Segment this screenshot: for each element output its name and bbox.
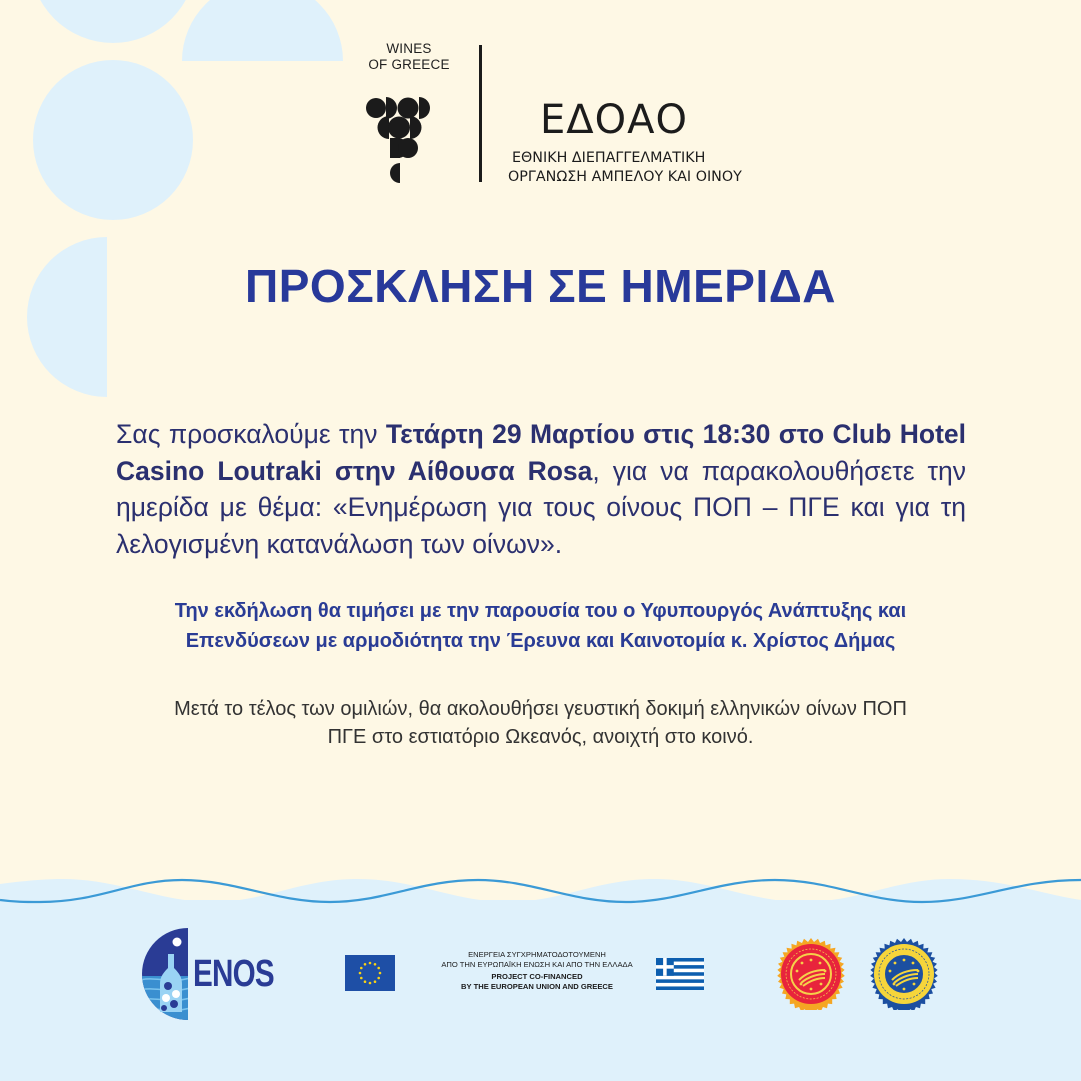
wine-bottle-icon [140, 928, 190, 1020]
wines-of-greece-line2: OF GREECE [368, 57, 450, 72]
invitation-text-start: Σας προσκαλούμε την [116, 419, 386, 449]
grape-cluster-icon [360, 94, 440, 189]
tasting-notice [60, 695, 1021, 751]
wines-of-greece-line1: WINES [386, 41, 432, 56]
funding-greek-line1: ΕΝΕΡΓΕΙΑ ΣΥΓΧΡΗΜΑΤΟΔΟΤΟΥΜΕΝΗ [468, 950, 606, 959]
invitation-event-details: Τετάρτη 29 Μαρτίου στις 18:30 στο Club Hotel Casino Loutraki στην Αίθουσα Rosa [116, 419, 966, 486]
pdo-seal-icon [775, 938, 847, 1010]
funding-greek-line2: ΑΠΟ ΤΗΝ ΕΥΡΩΠΑΪΚΗ ΕΝΩΣΗ ΚΑΙ ΑΠΟ ΤΗΝ ΕΛΛΑΔΑ [441, 960, 633, 969]
invitation-paragraph [116, 416, 966, 562]
funding-statement [402, 950, 672, 992]
funding-english-line2: BY THE EUROPEAN UNION AND GREECE [461, 982, 613, 991]
edoao-subtitle [508, 149, 742, 187]
invitation-text-end: , για να παρακολουθήσετε την ημερίδα με θέμα: «Ενημέρωση για τους οίνους ΠΟΠ – ΠΓΕ και για τη λελογισμένη κατανάλωση των οίνων». [116, 455, 967, 559]
tasting-notice-line1: Μετά το τέλος των ομιλιών, θα ακολουθήσει γευστική δοκιμή ελληνικών οίνων ΠΟΠ [174, 698, 907, 720]
guest-notice-line2: Επενδύσεων με αρμοδιότητα την Έρευνα και Καινοτομία κ. Χρίστος Δήμας [185, 630, 896, 652]
funding-english-line1: PROJECT CO-FINANCED [491, 972, 583, 981]
edoao-subtitle-line1: ΕΘΝΙΚΗ ΔΙΕΠΑΓΓΕΛΜΑΤΙΚΗ [512, 150, 706, 166]
wines-of-greece-logo-text [356, 41, 462, 73]
edoao-acronym: ΕΔΟΑΟ [540, 97, 688, 143]
enos-label: ENOS [193, 953, 274, 995]
guest-notice-line1: Την εκδήλωση θα τιμήσει με την παρουσία του ο Υφυπουργός Ανάπτυξης και [174, 600, 907, 622]
logo-divider [479, 45, 482, 182]
guest-notice [60, 596, 1021, 656]
wave-decoration [0, 860, 1081, 920]
eu-flag-icon [345, 955, 395, 991]
pgi-seal-icon [868, 938, 940, 1010]
edoao-subtitle-line2: ΟΡΓΑΝΩΣΗ ΑΜΠΕΛΟΥ ΚΑΙ ΟΙΝΟΥ [508, 169, 742, 185]
greek-flag-icon [656, 958, 704, 990]
page-title: ΠΡΟΣΚΛΗΣΗ ΣΕ ΗΜΕΡΙΔΑ [244, 260, 837, 312]
tasting-notice-line2: ΠΓΕ στο εστιατόριο Ωκεανός, ανοιχτή στο κοινό. [327, 726, 754, 748]
